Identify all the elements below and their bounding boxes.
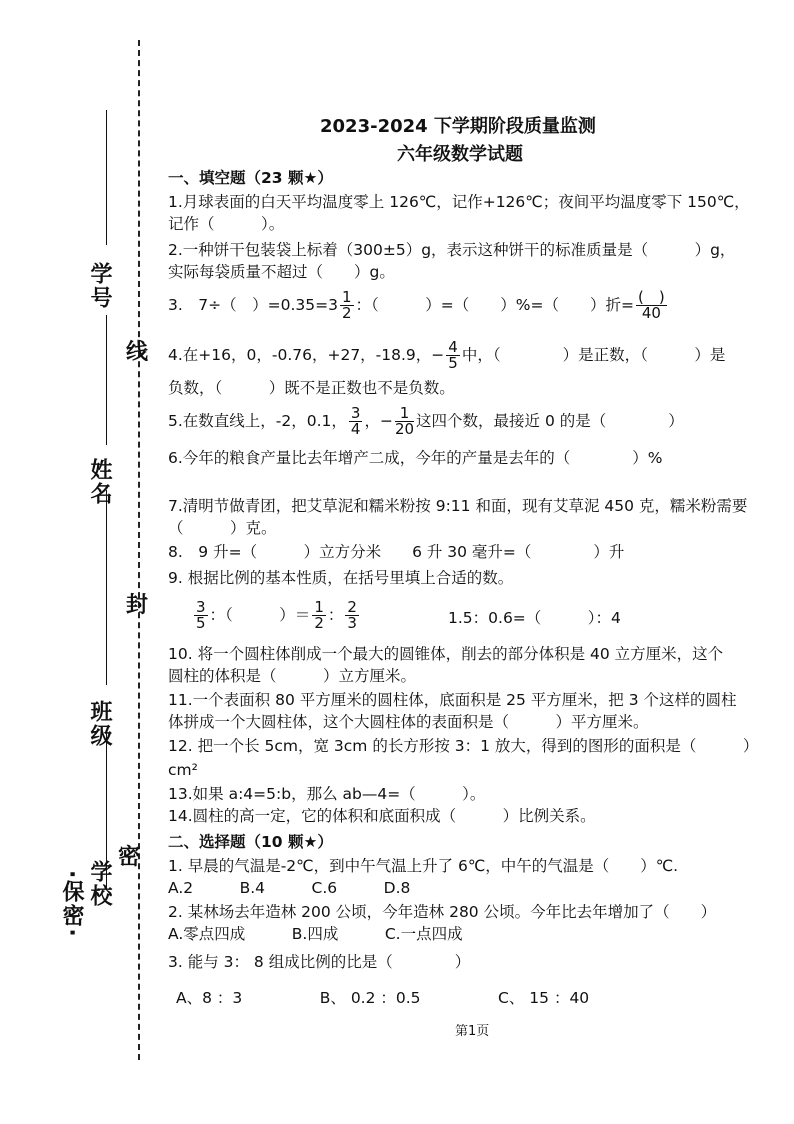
q3-frac2-den: 40 xyxy=(641,304,661,322)
q14-line: 14.圆柱的高一定，它的体积和底面积成（ ）比例关系。 xyxy=(168,807,596,825)
mc-q3-options: A、8 ：3 B、 0.2 ：0.5 C、 15 ：40 xyxy=(176,989,590,1007)
mc-q2: 2. 某林场去年造林 200 公顷，今年造林 280 公顷。今年比去年增加了（ ） xyxy=(168,903,717,921)
q5-fraction-2 xyxy=(395,406,414,437)
page-subtitle: 六年级数学试题 xyxy=(397,144,523,165)
q9-line: 9. 根据比例的基本性质，在括号里填上合适的数。 xyxy=(168,569,514,587)
q4-part2: 中，（ ）是正数，（ ）是 xyxy=(461,346,726,364)
q9-fraction-2 xyxy=(312,600,326,631)
q2-line1: 2.一种饼干包装袋上标着（300±5）g，表示这种饼干的标准质量是（ ）g， xyxy=(168,241,736,259)
q9-fraction-3 xyxy=(345,600,359,631)
q3-frac1-den: 2 xyxy=(342,304,352,322)
seal-mark-close: 密 xyxy=(118,845,141,870)
q8-line: 8. 9 升=（ ）立方分米 6 升 30 毫升=（ ）升 xyxy=(168,543,625,561)
q3-part1: 3. 7÷（ ）=0.35=3 xyxy=(168,296,338,314)
q4-frac-den: 5 xyxy=(448,354,458,372)
side-name-label: 姓名 xyxy=(87,458,112,506)
seal-mark-line: 线 xyxy=(126,340,149,365)
q7-line1: 7.清明节做青团，把艾草泥和糯米粉按 9:11 和面，现有艾草泥 450 克，糯米粉需要 xyxy=(168,497,748,515)
school-field-line[interactable] xyxy=(106,730,107,890)
q5-fraction-1 xyxy=(349,406,363,437)
q5-frac2-den: 20 xyxy=(394,420,415,438)
binding-dashed-line xyxy=(138,40,140,1060)
page-number: 第1页 xyxy=(455,1024,490,1039)
name-field-line[interactable] xyxy=(106,315,107,445)
q9-frac1-num: 3 xyxy=(196,598,206,616)
q9-fraction-1 xyxy=(194,600,208,631)
q5-frac1-den: 4 xyxy=(350,420,361,438)
q4-frac-num: 4 xyxy=(448,338,458,356)
q12-line2: cm² xyxy=(168,761,198,779)
q5-part1: 5.在数直线上，-2，0.1， xyxy=(168,412,347,430)
page-title: 2023-2024 下学期阶段质量监测 xyxy=(320,116,596,137)
mc-q1-options: A.2 B.4 C.6 D.8 xyxy=(168,879,411,897)
section1-heading: 一、填空题（23 颗★） xyxy=(168,169,333,187)
seal-mark-seal: 封 xyxy=(126,593,149,618)
q9-frac1-den: 5 xyxy=(196,614,206,632)
q11-line1: 11.一个表面积 80 平方厘米的圆柱体，底面积是 25 平方厘米，把 3 个这样的圆柱 xyxy=(168,691,737,709)
class-field-line[interactable] xyxy=(106,490,107,685)
q13-line: 13.如果 a:4=5:b，那么 ab—4=（ ）。 xyxy=(168,785,486,803)
side-class-label: 班级 xyxy=(87,700,112,748)
q3-part2: ：（ ）=（ ）%=（ ）折= xyxy=(355,296,634,314)
section2-heading: 二、选择题（10 颗★） xyxy=(168,833,333,851)
q5-part2: 这四个数，最接近 0 的是（ ） xyxy=(416,412,684,430)
mc-q2-options: A.零点四成 B.四成 C.一点四成 xyxy=(168,925,463,943)
q9-frac3-den: 3 xyxy=(347,614,357,632)
q9-proportion-right: 1.5：0.6=（ ）：4 xyxy=(448,609,621,627)
q4-fraction xyxy=(446,340,460,371)
mc-q1: 1. 早晨的气温是-2℃，到中午气温上升了 6℃，中午的气温是（ ）℃. xyxy=(168,857,679,875)
q3-fraction-2 xyxy=(636,290,667,321)
q9-proportion-left xyxy=(192,600,361,631)
q4-part1: 4.在+16，0，-0.76，+27，-18.9，− xyxy=(168,346,445,364)
q5-mid: ，− xyxy=(364,412,393,430)
q4-line2: 负数，（ ）既不是正数也不是负数。 xyxy=(168,379,455,397)
side-secret-label: ·保密· xyxy=(59,870,84,939)
q3-line xyxy=(168,290,669,321)
q10-line1: 10. 将一个圆柱体削成一个最大的圆锥体，削去的部分体积是 40 立方厘米，这个 xyxy=(168,645,724,663)
q3-frac2-num: ( ) xyxy=(638,288,665,306)
q4-line1 xyxy=(168,340,725,371)
q5-frac2-num: 1 xyxy=(395,406,414,422)
q10-line2: 圆柱的体积是（ ）立方厘米。 xyxy=(168,667,417,685)
q1-line2: 记作（ ）。 xyxy=(168,215,285,233)
number-field-line[interactable] xyxy=(106,110,107,245)
q3-frac1-num: 1 xyxy=(342,288,352,306)
q7-line2: （ ）克。 xyxy=(168,519,277,537)
q6-line: 6.今年的粮食产量比去年增产二成，今年的产量是去年的（ ）% xyxy=(168,449,663,467)
side-number-label: 学号 xyxy=(87,262,112,310)
q3-fraction-1 xyxy=(340,290,354,321)
q1-line1: 1.月球表面的白天平均温度零上 126℃，记作+126℃；夜间平均温度零下 150℃， xyxy=(168,193,750,211)
q2-line2: 实际每袋质量不超过（ ）g。 xyxy=(168,263,395,281)
q9-frac3-num: 2 xyxy=(347,598,357,616)
side-school-label: 学校 xyxy=(87,860,112,908)
q9-mid1: ：（ ）＝ xyxy=(209,606,311,624)
q9-frac2-den: 2 xyxy=(314,614,324,632)
q9-frac2-num: 1 xyxy=(314,598,324,616)
q5-frac1-num: 3 xyxy=(350,404,361,422)
q11-line2: 体拼成一个大圆柱体，这个大圆柱体的表面积是（ ）平方厘米。 xyxy=(168,713,649,731)
q5-line xyxy=(168,406,684,437)
mc-q3: 3. 能与 3： 8 组成比例的比是（ ） xyxy=(168,953,471,971)
q12-line1: 12. 把一个长 5cm，宽 3cm 的长方形按 3：1 放大，得到的图形的面积是（ ） xyxy=(168,737,759,755)
q9-mid2: ： xyxy=(327,606,344,624)
